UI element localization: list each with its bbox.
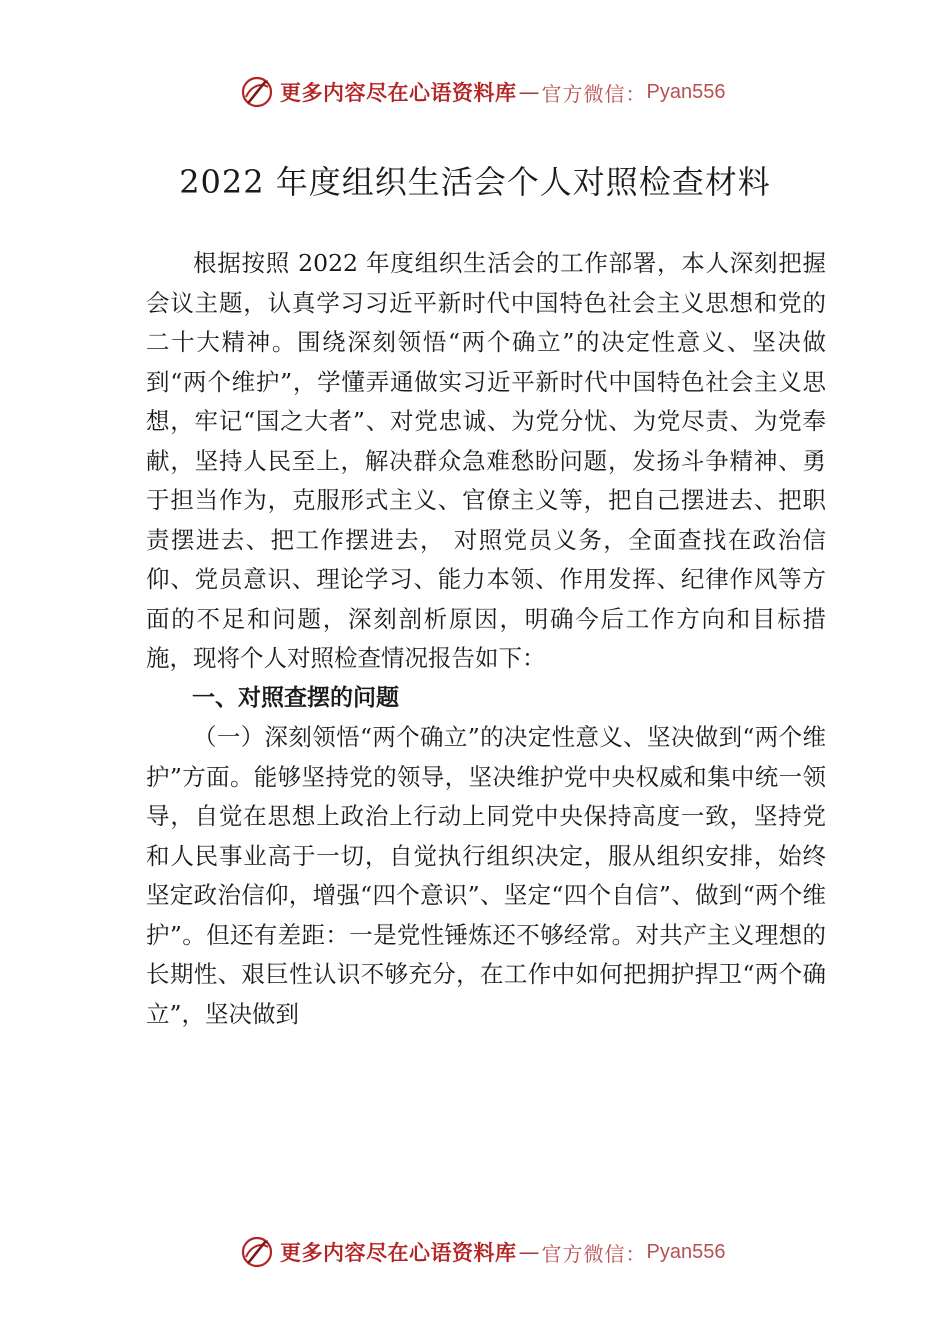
watermark-site-text: 更多内容尽在心语资料库 — [280, 80, 517, 105]
watermark-wechat-label: 官方微信： — [541, 81, 647, 106]
intro-paragraph: 根据按照 2022 年度组织生活会的工作部署，本人深刻把握会议主题，认真学习习近平新时代中国特色社会主义思想和党的二十大精神。围绕深刻领悟“两个确立”的决定性意义、坚决做到“两个维护”，学懂弄通做实习近平新时代中国特色社会主义思想，牢记“国之大者”、对党忠诚、为党分忧、为党尽责、为党奉献，坚持人民至上，解决群众急难愁盼问题，发扬斗争精神、勇于担当作为，克服形式主义、官僚主义等，把自己摆进去、把职责摆进去、把工作摆进去， 对照党员义务，全面查找在政治信仰、党员意识、理论学习、能力本领、作用发挥、纪律作风等方面的不足和问题，深刻剖析原因，明确今后工作方向和目标措施，现将个人对照检查情况报告如下： — [146, 249, 826, 672]
watermark-wechat-id: Pyan556 — [646, 80, 726, 103]
watermark-wechat-id: Pyan556 — [646, 1240, 726, 1263]
header-watermark — [240, 72, 725, 112]
watermark-wechat-label: 官方微信： — [541, 1241, 647, 1266]
watermark-dash: — — [518, 1240, 540, 1264]
watermark-site-text: 更多内容尽在心语资料库 — [280, 1240, 517, 1265]
pen-swirl-logo-icon — [240, 75, 274, 109]
document-body — [146, 244, 826, 1034]
watermark-dash: — — [518, 80, 540, 104]
document-title: 2022 年度组织生活会个人对照检查材料 — [179, 163, 771, 201]
pen-swirl-logo-icon — [240, 1235, 274, 1269]
section-heading: 一、对照查摆的问题 — [192, 684, 399, 711]
section-paragraph: （一）深刻领悟“两个确立”的决定性意义、坚决做到“两个维护”方面。能够坚持党的领导，坚决维护党中央权威和集中统一领导，自觉在思想上政治上行动上同党中央保持高度一致，坚持党和人民事业高于一切，自觉执行组织决定，服从组织安排，始终坚定政治信仰，增强“四个意识”、坚定“四个自信”、做到“两个维护”。但还有差距：一是党性锤炼还不够经常。对共产主义理想的长期性、艰巨性认识不够充分，在工作中如何把拥护捍卫“两个确立”，坚决做到 — [146, 723, 826, 1028]
footer-watermark — [240, 1232, 725, 1272]
